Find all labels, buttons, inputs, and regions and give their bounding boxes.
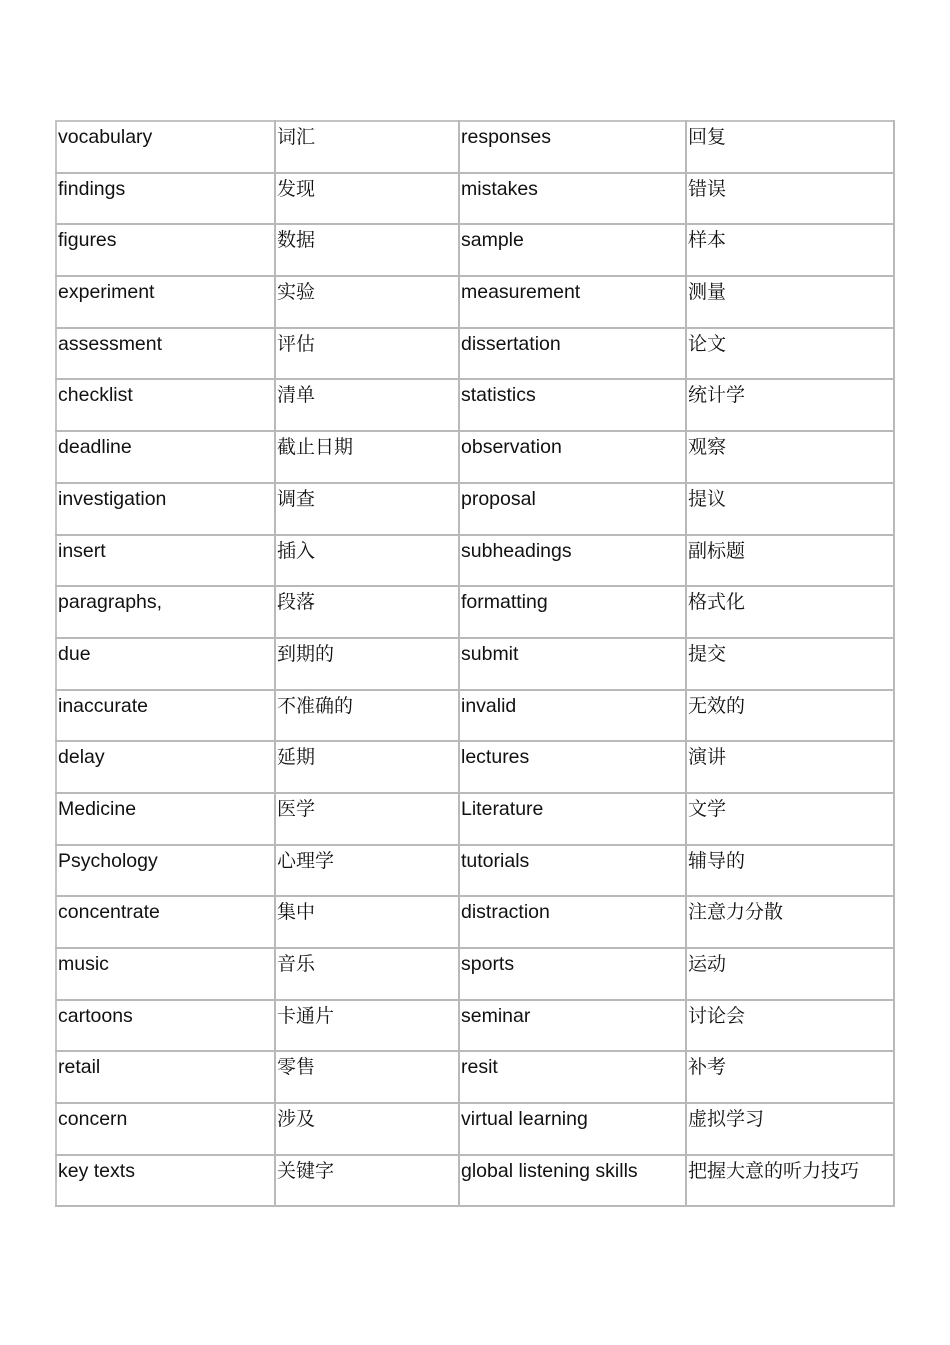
vocabulary-table bbox=[55, 120, 895, 1207]
chinese-translation-cell: 测量 bbox=[686, 276, 894, 328]
table-row bbox=[56, 121, 894, 173]
english-term-cell: seminar bbox=[459, 1000, 686, 1052]
chinese-translation-cell: 提议 bbox=[686, 483, 894, 535]
chinese-translation-cell: 错误 bbox=[686, 173, 894, 225]
chinese-translation-cell: 不准确的 bbox=[275, 690, 459, 742]
table-row bbox=[56, 483, 894, 535]
table-row bbox=[56, 690, 894, 742]
chinese-translation-cell: 词汇 bbox=[275, 121, 459, 173]
english-term-cell: dissertation bbox=[459, 328, 686, 380]
table-row bbox=[56, 741, 894, 793]
chinese-translation-cell: 音乐 bbox=[275, 948, 459, 1000]
english-term-cell: deadline bbox=[56, 431, 275, 483]
english-term-cell: Psychology bbox=[56, 845, 275, 897]
english-term-cell: virtual learning bbox=[459, 1103, 686, 1155]
chinese-translation-cell: 实验 bbox=[275, 276, 459, 328]
english-term-cell: subheadings bbox=[459, 535, 686, 587]
chinese-translation-cell: 涉及 bbox=[275, 1103, 459, 1155]
vocabulary-table-body bbox=[56, 121, 894, 1206]
english-term-cell: observation bbox=[459, 431, 686, 483]
english-term-cell: paragraphs, bbox=[56, 586, 275, 638]
english-term-cell: delay bbox=[56, 741, 275, 793]
english-term-cell: music bbox=[56, 948, 275, 1000]
english-term-cell: sample bbox=[459, 224, 686, 276]
table-row bbox=[56, 948, 894, 1000]
english-term-cell: distraction bbox=[459, 896, 686, 948]
english-term-cell: vocabulary bbox=[56, 121, 275, 173]
table-row bbox=[56, 1051, 894, 1103]
chinese-translation-cell: 评估 bbox=[275, 328, 459, 380]
chinese-translation-cell: 医学 bbox=[275, 793, 459, 845]
english-term-cell: assessment bbox=[56, 328, 275, 380]
chinese-translation-cell: 补考 bbox=[686, 1051, 894, 1103]
chinese-translation-cell: 发现 bbox=[275, 173, 459, 225]
chinese-translation-cell: 论文 bbox=[686, 328, 894, 380]
table-row bbox=[56, 431, 894, 483]
table-row bbox=[56, 535, 894, 587]
table-row bbox=[56, 845, 894, 897]
english-term-cell: formatting bbox=[459, 586, 686, 638]
table-row bbox=[56, 586, 894, 638]
chinese-translation-cell: 延期 bbox=[275, 741, 459, 793]
table-row bbox=[56, 379, 894, 431]
chinese-translation-cell: 讨论会 bbox=[686, 1000, 894, 1052]
english-term-cell: statistics bbox=[459, 379, 686, 431]
chinese-translation-cell: 卡通片 bbox=[275, 1000, 459, 1052]
english-term-cell: concern bbox=[56, 1103, 275, 1155]
chinese-translation-cell: 回复 bbox=[686, 121, 894, 173]
table-row bbox=[56, 173, 894, 225]
english-term-cell: mistakes bbox=[459, 173, 686, 225]
chinese-translation-cell: 清单 bbox=[275, 379, 459, 431]
table-row bbox=[56, 896, 894, 948]
english-term-cell: lectures bbox=[459, 741, 686, 793]
chinese-translation-cell: 文学 bbox=[686, 793, 894, 845]
table-row bbox=[56, 328, 894, 380]
table-row bbox=[56, 638, 894, 690]
chinese-translation-cell: 把握大意的听力技巧 bbox=[686, 1155, 894, 1207]
english-term-cell: key texts bbox=[56, 1155, 275, 1207]
english-term-cell: concentrate bbox=[56, 896, 275, 948]
chinese-translation-cell: 演讲 bbox=[686, 741, 894, 793]
english-term-cell: findings bbox=[56, 173, 275, 225]
chinese-translation-cell: 到期的 bbox=[275, 638, 459, 690]
english-term-cell: due bbox=[56, 638, 275, 690]
english-term-cell: cartoons bbox=[56, 1000, 275, 1052]
english-term-cell: responses bbox=[459, 121, 686, 173]
chinese-translation-cell: 样本 bbox=[686, 224, 894, 276]
english-term-cell: invalid bbox=[459, 690, 686, 742]
english-term-cell: insert bbox=[56, 535, 275, 587]
chinese-translation-cell: 统计学 bbox=[686, 379, 894, 431]
table-row bbox=[56, 1103, 894, 1155]
chinese-translation-cell: 关键字 bbox=[275, 1155, 459, 1207]
chinese-translation-cell: 调查 bbox=[275, 483, 459, 535]
english-term-cell: experiment bbox=[56, 276, 275, 328]
chinese-translation-cell: 零售 bbox=[275, 1051, 459, 1103]
english-term-cell: Literature bbox=[459, 793, 686, 845]
chinese-translation-cell: 数据 bbox=[275, 224, 459, 276]
english-term-cell: sports bbox=[459, 948, 686, 1000]
english-term-cell: tutorials bbox=[459, 845, 686, 897]
english-term-cell: resit bbox=[459, 1051, 686, 1103]
english-term-cell: figures bbox=[56, 224, 275, 276]
table-row bbox=[56, 224, 894, 276]
table-row bbox=[56, 276, 894, 328]
chinese-translation-cell: 集中 bbox=[275, 896, 459, 948]
english-term-cell: investigation bbox=[56, 483, 275, 535]
english-term-cell: proposal bbox=[459, 483, 686, 535]
chinese-translation-cell: 运动 bbox=[686, 948, 894, 1000]
chinese-translation-cell: 段落 bbox=[275, 586, 459, 638]
chinese-translation-cell: 辅导的 bbox=[686, 845, 894, 897]
chinese-translation-cell: 心理学 bbox=[275, 845, 459, 897]
english-term-cell: Medicine bbox=[56, 793, 275, 845]
chinese-translation-cell: 副标题 bbox=[686, 535, 894, 587]
table-row bbox=[56, 1155, 894, 1207]
english-term-cell: retail bbox=[56, 1051, 275, 1103]
chinese-translation-cell: 虚拟学习 bbox=[686, 1103, 894, 1155]
table-row bbox=[56, 793, 894, 845]
chinese-translation-cell: 格式化 bbox=[686, 586, 894, 638]
chinese-translation-cell: 无效的 bbox=[686, 690, 894, 742]
table-row bbox=[56, 1000, 894, 1052]
chinese-translation-cell: 观察 bbox=[686, 431, 894, 483]
english-term-cell: global listening skills bbox=[459, 1155, 686, 1207]
chinese-translation-cell: 提交 bbox=[686, 638, 894, 690]
english-term-cell: checklist bbox=[56, 379, 275, 431]
english-term-cell: measurement bbox=[459, 276, 686, 328]
english-term-cell: inaccurate bbox=[56, 690, 275, 742]
chinese-translation-cell: 注意力分散 bbox=[686, 896, 894, 948]
chinese-translation-cell: 插入 bbox=[275, 535, 459, 587]
english-term-cell: submit bbox=[459, 638, 686, 690]
chinese-translation-cell: 截止日期 bbox=[275, 431, 459, 483]
